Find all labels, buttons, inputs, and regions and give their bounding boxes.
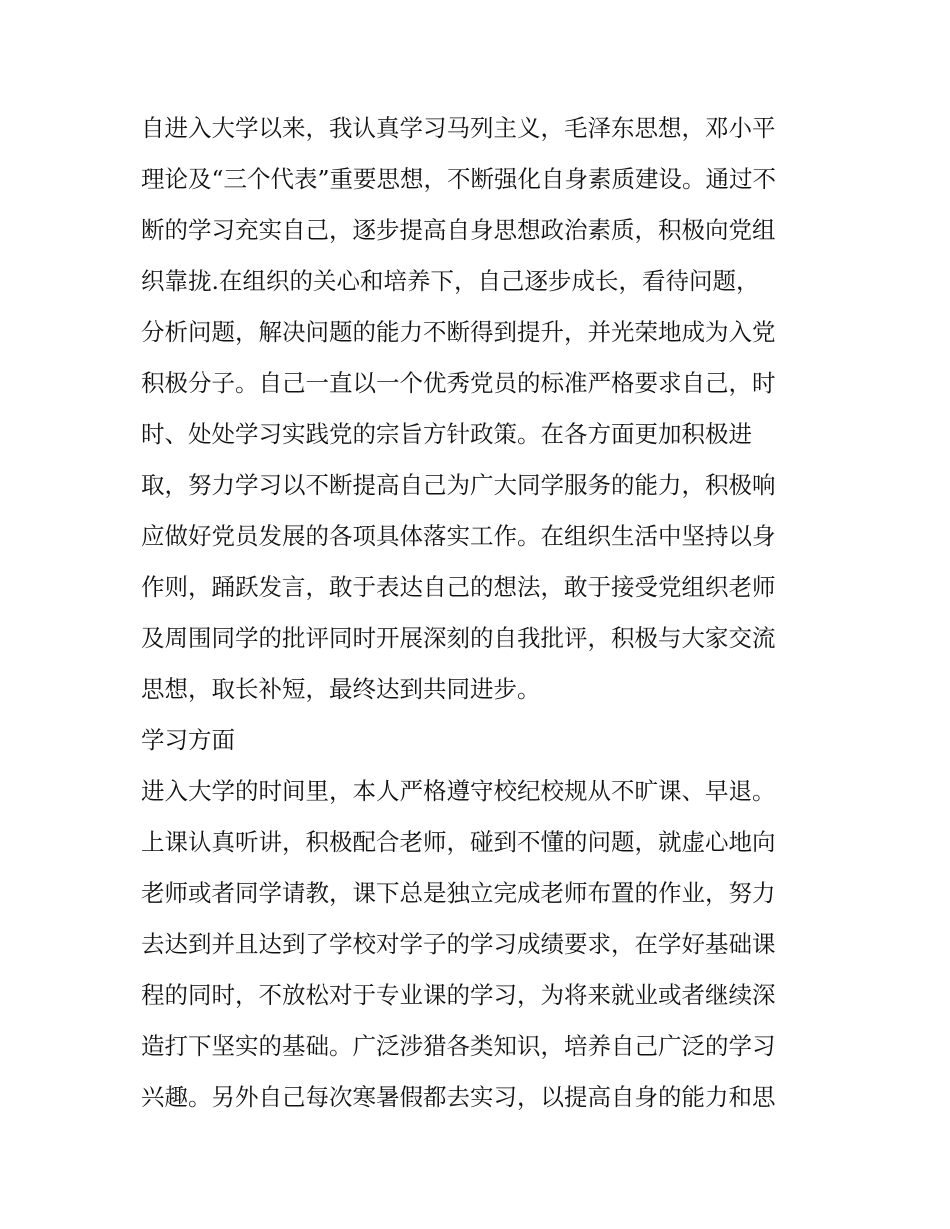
text-line: 积极分子。自己一直以一个优秀党员的标准严格要求自己，时 xyxy=(141,369,776,397)
text-line: 时、处处学习实践党的宗旨方针政策。在各方面更加积极进 xyxy=(141,420,752,448)
text-line: 自进入大学以来，我认真学习马列主义，毛泽东思想，邓小平 xyxy=(141,114,776,142)
text-line: 上课认真听讲，积极配合老师，碰到不懂的问题，就虚心地向 xyxy=(141,828,776,856)
text-line: 织靠拢.在组织的关心和培养下，自己逐步成长，看待问题， xyxy=(141,267,760,295)
text-line: 程的同时，不放松对于专业课的学习，为将来就业或者继续深 xyxy=(141,981,776,1009)
text-line: 去达到并且达到了学校对学子的学习成绩要求，在学好基础课 xyxy=(141,930,776,958)
text-line: 进入大学的时间里，本人严格遵守校纪校规从不旷课、早退。 xyxy=(141,777,776,805)
text-line: 造打下坚实的基础。广泛涉猎各类知识，培养自己广泛的学习 xyxy=(141,1032,776,1060)
text-line: 理论及“三个代表”重要思想，不断强化自身素质建设。通过不 xyxy=(141,165,777,193)
text-line: 作则，踊跃发言，敢于表达自己的想法，敢于接受党组织老师 xyxy=(141,573,776,601)
text-line: 应做好党员发展的各项具体落实工作。在组织生活中坚持以身 xyxy=(141,522,776,550)
section-heading: 学习方面 xyxy=(141,726,235,754)
text-line: 分析问题，解决问题的能力不断得到提升，并光荣地成为入党 xyxy=(141,318,776,346)
document-body xyxy=(141,103,821,1123)
text-line: 思想，取长补短，最终达到共同进步。 xyxy=(141,675,541,703)
text-line: 老师或者同学请教，课下总是独立完成老师布置的作业，努力 xyxy=(141,879,776,907)
text-line: 兴趣。另外自己每次寒暑假都去实习，以提高自身的能力和思 xyxy=(141,1083,776,1111)
text-line: 取，努力学习以不断提高自己为广大同学服务的能力，积极响 xyxy=(141,471,776,499)
text-line: 及周围同学的批评同时开展深刻的自我批评，积极与大家交流 xyxy=(141,624,776,652)
text-line: 断的学习充实自己，逐步提高自身思想政治素质，积极向党组 xyxy=(141,216,776,244)
